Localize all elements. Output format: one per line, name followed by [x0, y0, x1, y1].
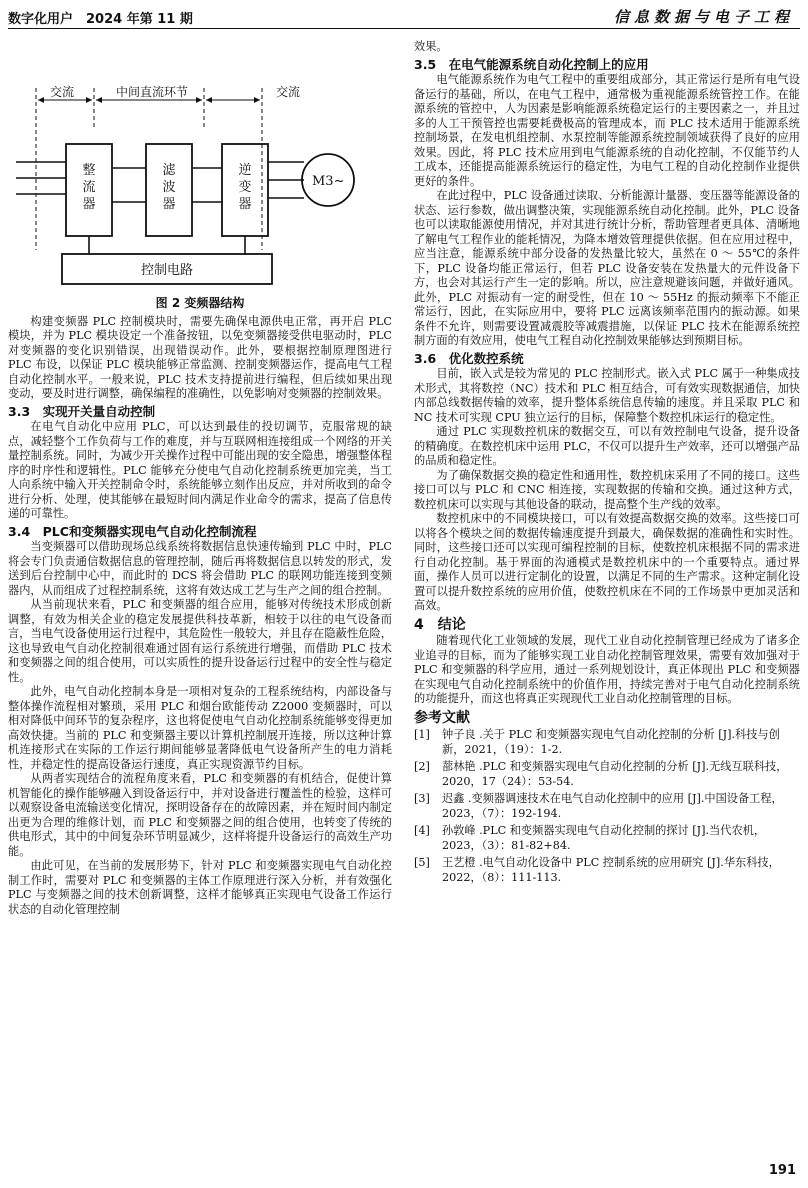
section-heading-conclusion: 4 结论	[414, 616, 466, 633]
reference-list	[414, 727, 800, 885]
reference-item	[414, 759, 800, 789]
reference-number: [1]	[414, 728, 430, 741]
inverter-structure-diagram	[8, 40, 392, 290]
header-rule	[8, 28, 800, 29]
paragraph: 从当前现状来看，PLC 和变频器的组合应用，能够对传统技术形成创新调整，有效为相关企业的稳定发展提供科技革新，相较于以往的电气设备而言，当电气设备使用运行过程中，其危险性一般较大，并且存在隐蔽性危险，这也导致电气自动化控制很难通过固有运行系统进行增强，而借助 PLC 技术和变频器之间的组合使用，可以实质性的提升设备运行过程中的安全性与稳定性。	[8, 598, 392, 684]
figure-caption: 图 2 变频器结构	[155, 296, 245, 310]
page-number: 191	[768, 1163, 796, 1178]
reference-number: [4]	[414, 824, 430, 837]
paragraph: 数控机床中的不同模块接口，可以有效提高数据交换的效率。这些接口可以将各个模块之间的数据传输速度提升到最大，确保数据的准确性和实时性。同时，这些接口还可以实现可编程控制的目标，使数控机床根据不同的需求进行自动化控制。基于界面的沟通模式是数控机床中的一个重要特点。通过界面，操作人员可以进行定制化的设置，以满足不同的生产需求。这种定制化设置可以提升数控系统的应用价值，使数控机床在不同的工作场景中更加灵活和高效。	[414, 512, 800, 612]
paragraph: 由此可见，在当前的发展形势下，针对 PLC 和变频器实现电气自动化控制工作时，需要对 PLC 和变频器的主体工作原理进行深入分析，并有效强化 PLC 与变频器之间的技术创新调整，这样才能够真正实现电气设备工作运行状态的自动化管理控制	[8, 859, 392, 916]
paragraph: 构建变频器 PLC 控制模块时，需要先确保电源供电正常，再开启 PLC 模块，并为 PLC 模块设定一个准备按钮，以免变频器接受供电驱动时，PLC 对变频器的变化识别错误，出现错误动作。此外，要根据控制原理图进行 PLC 布设，以保证 PLC 模块能够正常监测、控制变频器运作，提高电气工程自动化控制水平。一般来说，PLC 技术支持提前进行编程，但后续如果出现变动，要及时进行调整，确保编程的准确性，以免影响对变频器的控制效果。	[8, 314, 392, 400]
label-filter: 滤波器	[162, 163, 176, 212]
right-column	[414, 40, 800, 887]
paragraph: 从两者实现结合的流程角度来看，PLC 和变频器的有机结合，促使计算机智能化的操作能够融入到设备运行中，并对设备进行覆盖性的检验，这样可以观察设备电流输送变化情况，探明设备存在的故障因素，并在短时间内制定出更为合理的维修计划，而 PLC 和变频器之间的组合使用，也转变了传统的供电形式，其中的中间复杂环节明显减少，这样将提升设备运行的高效生产功能。	[8, 772, 392, 858]
reference-number: [5]	[414, 856, 430, 869]
reference-text: 钟子良 .关于 PLC 和变频器实现电气自动化控制的分析 [J].科技与创新，2021，（19）：1-2.	[442, 728, 780, 756]
section-heading-3-6: 3.6 优化数控系统	[414, 350, 524, 366]
journal-issue: 数字化用户 2024 年第 11 期	[8, 12, 193, 27]
references-heading: 参考文献	[414, 709, 470, 726]
paragraph: 在此过程中，PLC 设备通过读取、分析能源计量器、变压器等能源设备的状态、运行参数，做出调整决策，实现能源系统自动化控制。此外，PLC 设备也可以读取能源使用情况，并对其进行统计分析，帮助管理者更具体、清晰地了解电气工程作业的能耗情况，为降本增效管理提供依据。但在应用过程中，应当注意，能源系统中部分设备的发热量比较大，虽然在 0 ～ 55℃的条件下，PLC 设备均能正常运行，但若 PLC 设备安装在发热量大的元件设备下方，也会对其运行产生一定的影响。所以，应注意规避该问题，并做好通风。此外，PLC 对振动有一定的耐受性，但在 10 ～ 55Hz 的振动频率下不能正常运行，因此，在实际应用中，要将 PLC 远离该频率范围内的振动源。如果条件不允许，则需要设置减震胶等减震措施，以保证 PLC 技术在能源系统控制方面的有效应用，使电气工程自动化控制效果能够达到预期目标。	[414, 189, 800, 347]
reference-item	[414, 727, 800, 757]
section-heading-3-5: 3.5 在电气能源系统自动化控制上的应用	[414, 56, 649, 72]
label-ac-in: 交流	[50, 85, 75, 99]
label-control: 控制电路	[140, 263, 194, 278]
paragraph: 电气能源系统作为电气工程中的重要组成部分，其正常运行是所有电气设备运行的基础，所以，在电气工程中，通常极为重视能源系统管控工作。在能源系统的管控中，人为因素是影响能源系统稳定运行的主要因素之一，并且过多的人工干预管控也需要耗费极高的管理成本，而 PLC 技术适用于能源系统控制场景，在发电机组控制、水泵控制等能源系统控制领域获得了良好的应用效果。因此，将 PLC 技术应用到电气能源系统的自动化控制，不仅能节约人工成本，还能提高能源系统运行的稳定性，为电气工程的自动化控制作业提供更好的条件。	[414, 73, 800, 188]
section-heading-3-3: 3.3 实现开关量自动控制	[8, 403, 156, 419]
label-inverter: 逆变器	[238, 163, 252, 212]
paragraph: 为了确保数据交换的稳定性和通用性，数控机床采用了不同的接口。这些接口可以与 PLC 和 CNC 相连接，实现数据的传输和交换。通过这种方式，数控机床可以实现与其他设备的联动，提高整个生产线的效率。	[414, 468, 800, 511]
paragraph: 随着现代化工业领域的发展，现代工业自动化控制管理已经成为了诸多企业追寻的目标，而为了能够实现工业自动化控制管理效果，需要有效加强对于 PLC 和变频器的科学应用，通过一系列规划设计，真正体现出 PLC 和变频器在实现电气自动化控制系统中的价值作用，持续完善对于电气自动化控制系统的功能提升，而这也将真正实现现代工业自动化控制管理的目标。	[414, 634, 800, 705]
left-column	[8, 296, 392, 917]
reference-number: [3]	[414, 792, 430, 805]
label-rectifier: 整流器	[82, 163, 96, 212]
reference-number: [2]	[414, 760, 430, 773]
reference-text: 王艺橙 .电气自动化设备中 PLC 控制系统的应用研究 [J].华东科技，2022，（8）：111-113.	[442, 856, 780, 884]
paragraph: 当变频器可以借助现场总线系统将数据信息快速传输到 PLC 中时，PLC 将会专门负责通信数据信息的管理控制，随后再将数据信息以转发的形式，发送到后台控制中心中，而此时的 DCS 将会借助 PLC 的联网功能连接到变频器内，从而组成了过程控制系统，这将有效达成工艺与生产之间的组合控制。	[8, 540, 392, 597]
reference-item	[414, 791, 800, 821]
reference-item	[414, 855, 800, 885]
reference-item	[414, 823, 800, 853]
paragraph: 效果。	[414, 40, 448, 53]
paragraph: 此外，电气自动化控制本身是一项相对复杂的工程系统结构，内部设备与整体操作流程相对繁琐，采用 PLC 和烟台欧能传动 Z2000 变频器时，可以相对降低中间环节的复杂程序，这也将促使电气自动化控制系统能够变得更加高效快捷。当前的 PLC 和变频器主要以计算机控制展开连接，所以这种计算机连接形式在实际的工作运行期间能够显著降低电气设备所产生的电力消耗性，并稳定性的提高设备运行速度，真正实现资源节约目标。	[8, 685, 392, 771]
paragraph: 目前，嵌入式是较为常见的 PLC 控制形式。嵌入式 PLC 属于一种集成技术形式，其将数控（NC）技术和 PLC 相互结合，可有效实现数据通信，加快内部总线数据传输的效率，提升整体系统信息传输的速度。并且采取 PLC 和 NC 技术可实现 CPU 独立运行的目标，保障整个数控机床运行的稳定性。	[414, 367, 800, 424]
reference-text: 蔀林艳 .PLC 和变频器实现电气自动化控制的分析 [J].无线互联科技，2020，17（24）：53-54.	[442, 760, 788, 788]
reference-text: 孙敦峰 .PLC 和变频器实现电气自动化控制的探讨 [J].当代农机，2023，（3）：81-82+84.	[442, 824, 766, 852]
label-dc-link: 中间直流环节	[116, 85, 189, 99]
journal-title: 信息数据与电子工程	[613, 8, 794, 26]
section-heading-3-4: 3.4 PLC和变频器实现电气自动化控制流程	[8, 523, 257, 539]
paragraph: 通过 PLC 实现数控机床的数据交互，可以有效控制电气设备，提升设备的精确度。在数控机床中运用 PLC，不仅可以提升生产效率，还可以增强产品的品质和稳定性。	[414, 425, 800, 467]
label-ac-out: 交流	[276, 85, 301, 99]
paragraph: 在电气自动化中应用 PLC，可以达到最佳的投切调节，克服常规的缺点，减轻整个工作负荷与工作的难度，并与互联网相连接组成一个网络的开关量控制系统。同时，为减少开关操作过程中可能出现的安全隐患，增强整体程序的时序性和逻辑性。PLC 能够充分使电气自动化控制系统更加完美，当工人向系统中输入开关控制命令时，系统能够立刻作出反应，并对所收到的命令进行分析、处理，使其能够在最短时间内满足作业命令的需求，提高了信息传递的可靠性。	[8, 420, 392, 520]
label-motor: M3~	[312, 174, 345, 189]
reference-text: 迟鑫 .变频器调速技术在电气自动化控制中的应用 [J].中国设备工程，2023，（7）：192-194.	[442, 792, 783, 820]
